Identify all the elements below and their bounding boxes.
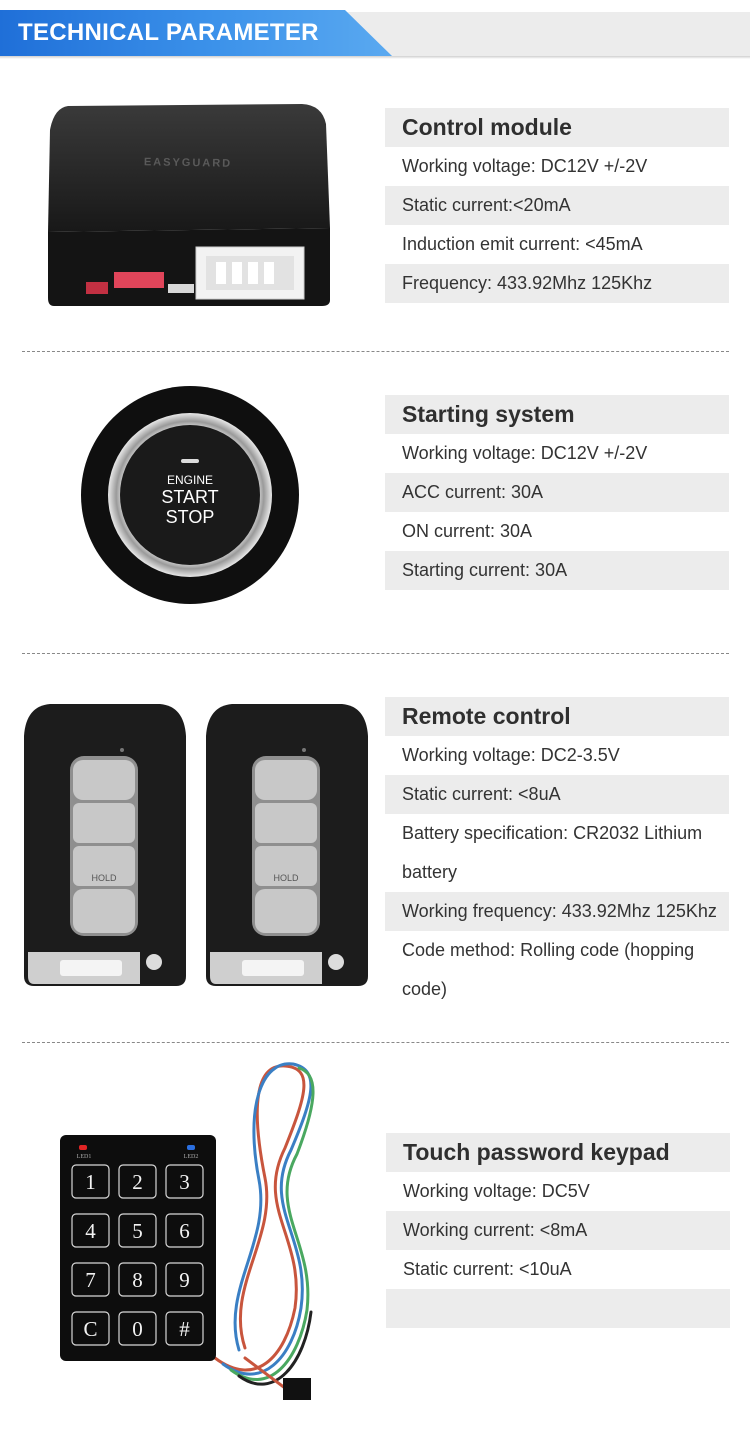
keypad-key-label: C [83,1317,98,1341]
button-label-stop: STOP [165,507,215,527]
spec-table-touch-keypad [386,1133,730,1328]
keypad-key-label: # [179,1317,190,1341]
control-module-image [40,100,340,315]
spec-table-control-module [385,108,729,303]
spec-row: Starting current: 30A [385,551,729,590]
spec-row: Battery specification: CR2032 Lithium battery [402,823,703,882]
start-stop-button-image [78,384,302,606]
spec-row: Working current: <8mA [386,1211,730,1250]
keypad-key-label: 1 [85,1170,96,1194]
keypad-key-label: 6 [179,1219,190,1243]
spec-row: Induction emit current: <45mA [402,234,643,254]
remote-key-image-right [202,700,372,990]
spec-title: Starting system [385,395,729,434]
spec-table-remote-control [385,697,729,1009]
keypad-key-label: 7 [85,1268,96,1292]
spec-row: Static current:<20mA [385,186,729,225]
spec-row [386,1289,730,1328]
module-brand-text: EASYGUARD [143,156,233,170]
keypad-key-label: 5 [132,1219,143,1243]
spec-title: Touch password keypad [386,1133,730,1172]
spec-row: Static current: <10uA [403,1259,572,1279]
remote-hold-label: HOLD [273,873,299,883]
keypad-key-label: 4 [85,1219,96,1243]
keypad-image [55,1058,320,1410]
button-label-engine: ENGINE [166,473,214,487]
section-divider [22,351,729,352]
header-shadow [0,56,750,59]
spec-row: Working frequency: 433.92Mhz 125Khz [385,892,729,931]
spec-row: Working voltage: DC12V +/-2V [402,156,648,176]
section-divider [22,653,729,654]
remote-hold-label: HOLD [91,873,117,883]
spec-row: Working voltage: DC5V [403,1181,590,1201]
spec-title: Remote control [385,697,729,736]
keypad-key-label: 3 [179,1170,190,1194]
spec-row: Static current: <8uA [385,775,729,814]
spec-row: Working voltage: DC12V +/-2V [402,443,648,463]
keypad-key-label: 2 [132,1170,143,1194]
spec-title: Control module [385,108,729,147]
page-title: TECHNICAL PARAMETER [18,19,319,46]
spec-row: Code method: Rolling code (hopping code) [402,940,695,999]
spec-row: Frequency: 433.92Mhz 125Khz [385,264,729,303]
keypad-key-label: 0 [132,1317,143,1341]
spec-row: Working voltage: DC2-3.5V [402,745,620,765]
keypad-key-label: 9 [179,1268,190,1292]
spec-row: ACC current: 30A [385,473,729,512]
spec-row: ON current: 30A [402,521,533,541]
button-label-start: START [161,487,219,507]
remote-key-image-left [20,700,190,990]
spec-table-starting-system [385,395,729,590]
keypad-key-label: 8 [132,1268,143,1292]
keypad-led2-label: LED2 [183,1154,199,1160]
section-divider [22,1042,729,1043]
keypad-led1-label: LED1 [76,1154,92,1160]
